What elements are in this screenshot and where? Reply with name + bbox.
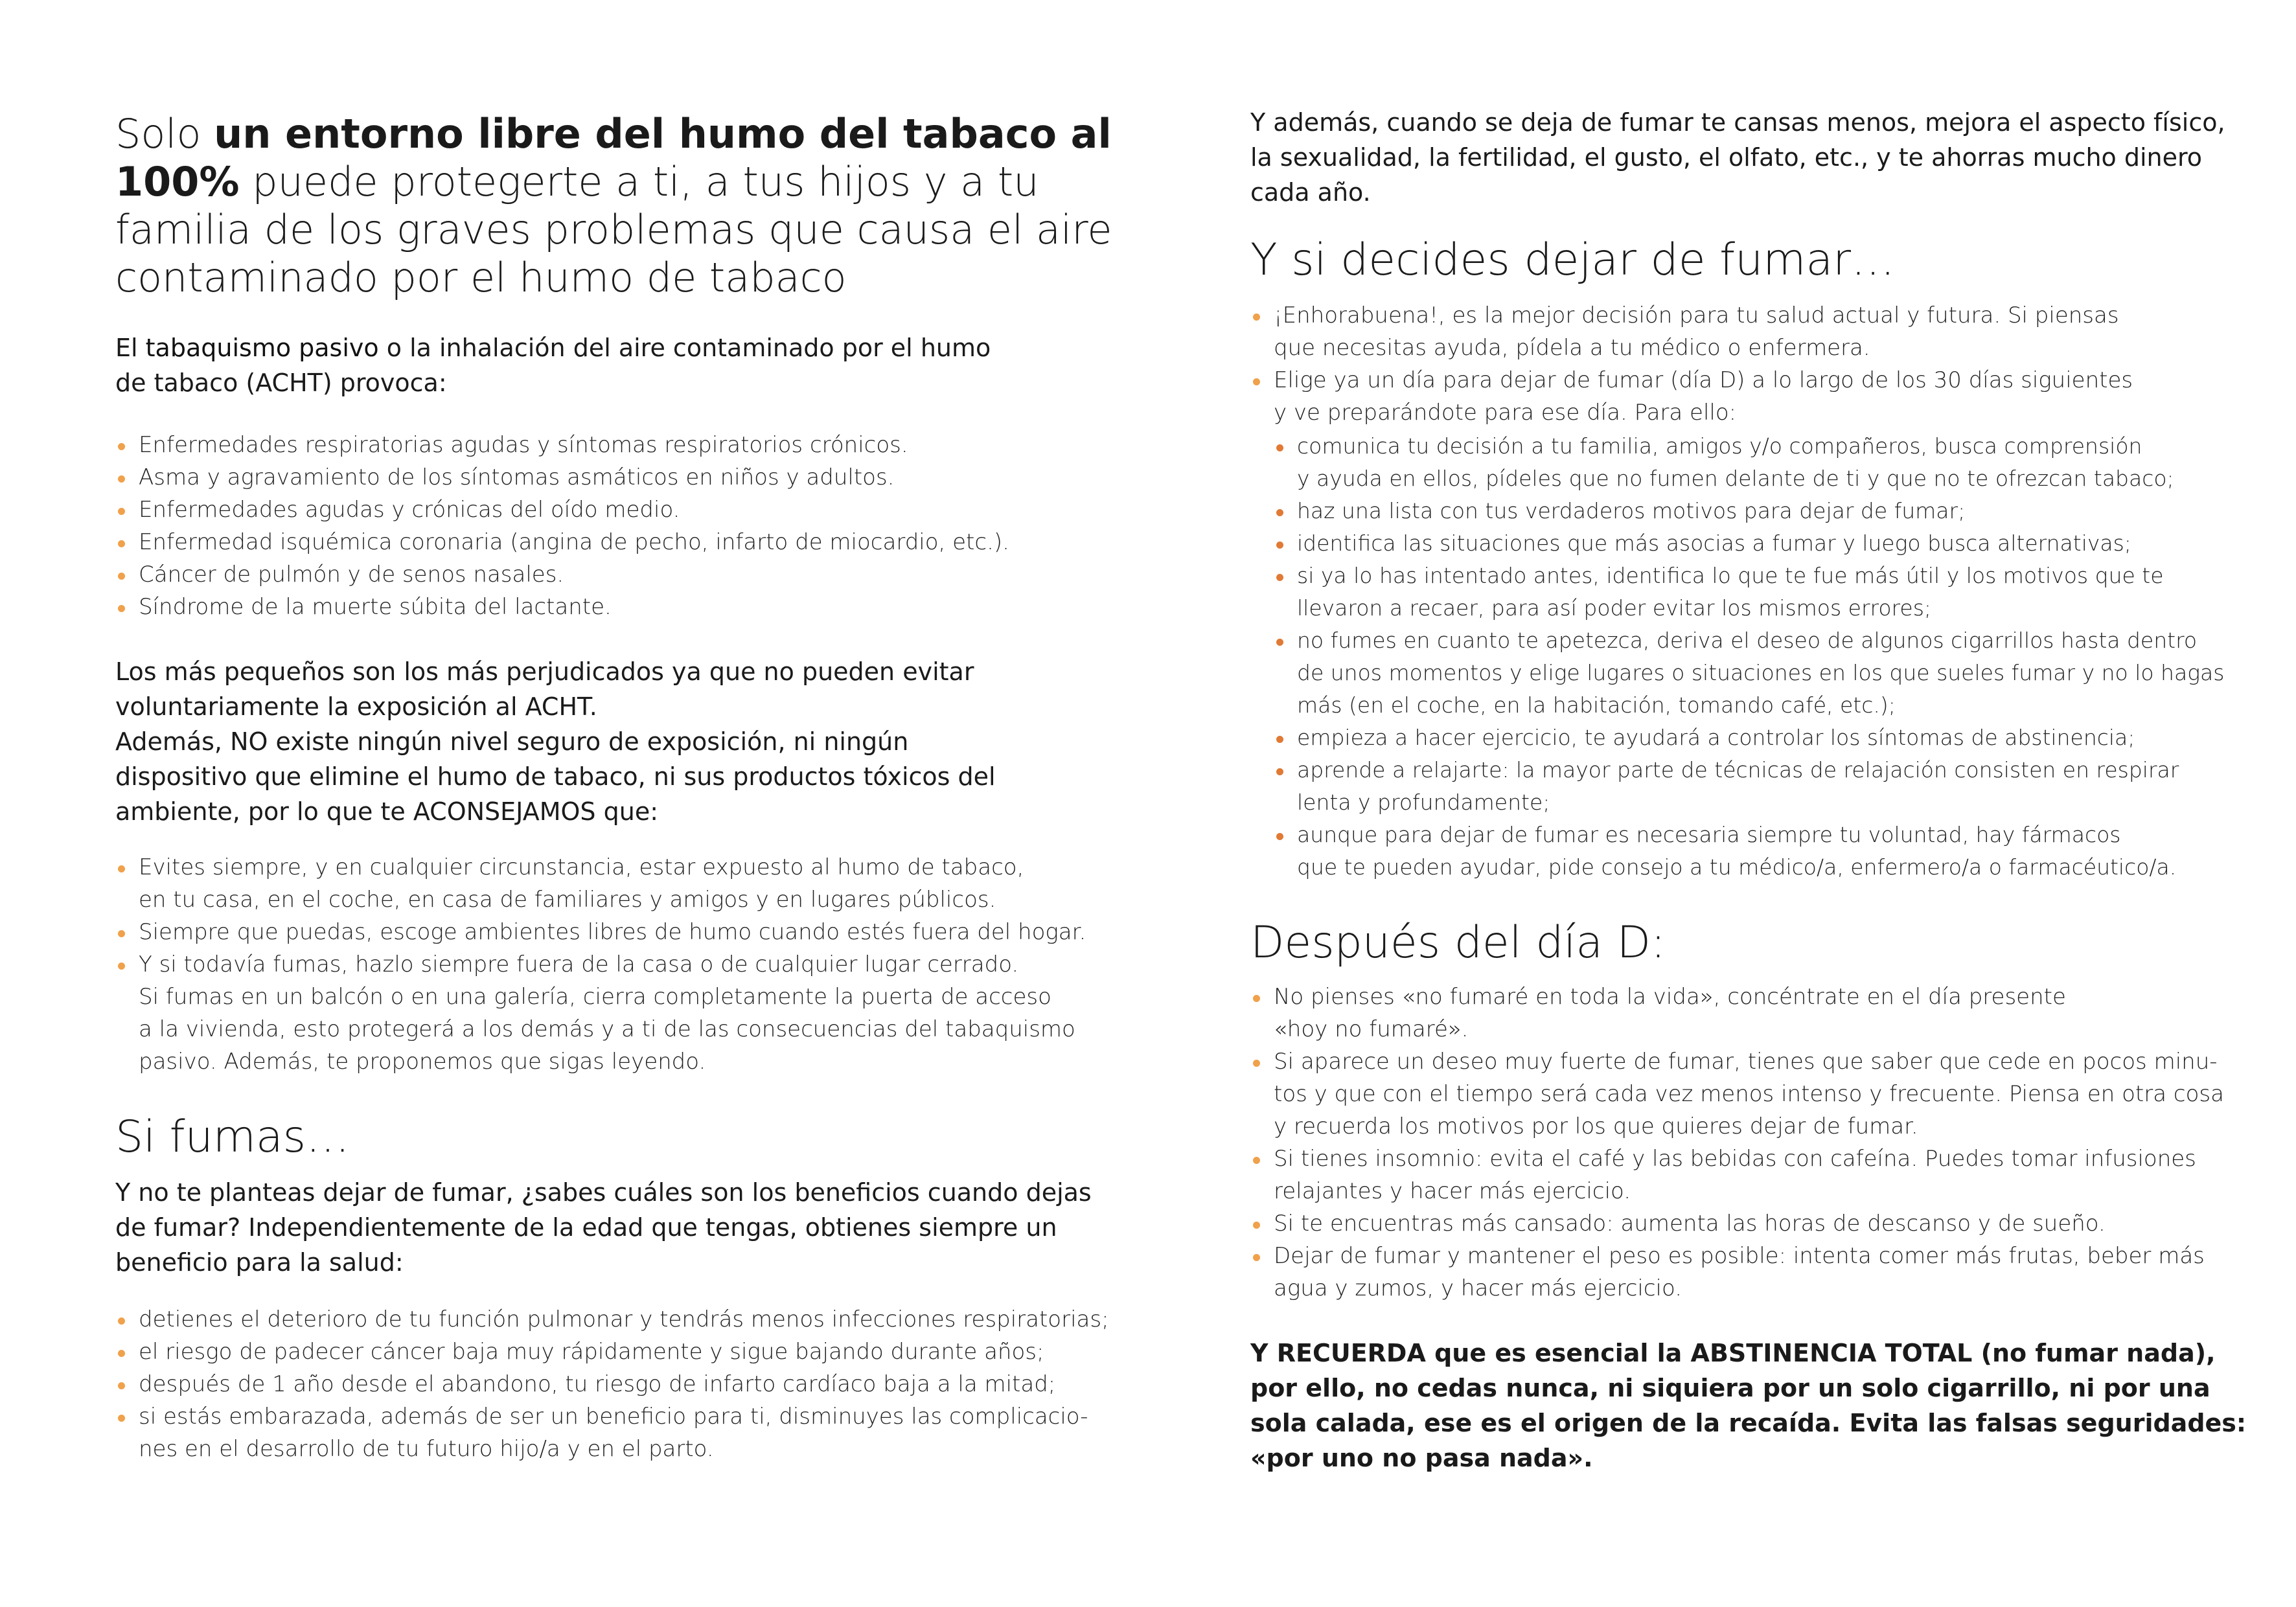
para-ello-list (1250, 430, 2224, 883)
list-item: detienes el deterioro de tu función pulmonar y tendrás menos infecciones respiratorias; (115, 1303, 1109, 1336)
kids-paragraph: Los más pequeños son los más perjudicados ya que no pueden evitar voluntariamente la exposición al ACHT. Además, NO existe ningún nivel seguro de exposición, ni ningún dispositivo que elimine el humo de tabaco, ni sus productos tóxicos del ambiente, por lo que te ACONSEJAMOS que: (115, 657, 996, 826)
title-line-4: contaminado por el humo de tabaco (115, 254, 847, 301)
list-item: Evites siempre, y en cualquier circunstancia, estar expuesto al humo de tabaco, en tu casa, en el coche, en casa de familiares y amigos y en lugares públicos. (115, 851, 1086, 916)
despues-heading: Después del día D: (1250, 917, 1666, 968)
title-line-1: Solo un entorno libre del humo del tabaco al (115, 110, 1112, 157)
si-fumas-heading: Si fumas… (115, 1111, 350, 1163)
list-item: Enfermedades agudas y crónicas del oído medio. (115, 494, 1009, 526)
list-item: Enfermedad isquémica coronaria (angina de pecho, infarto de miocardio, etc.). (115, 526, 1009, 558)
main-title (115, 110, 1112, 302)
list-item: Enfermedades respiratorias agudas y síntomas respiratorios crónicos. (115, 429, 1009, 461)
list-item: el riesgo de padecer cáncer baja muy rápidamente y sigue bajando durante años; (115, 1336, 1109, 1368)
list-item: Asma y agravamiento de los síntomas asmáticos en niños y adultos. (115, 461, 1009, 494)
list-item: ¡Enhorabuena!, es la mejor decisión para tu salud actual y futura. Si piensas que necesitas ayuda, pídela a tu médico o enfermera. (1250, 299, 2133, 364)
list-item: después de 1 año desde el abandono, tu riesgo de infarto cardíaco baja a la mitad; (115, 1368, 1109, 1400)
list-item: No pienses «no fumaré en toda la vida», concéntrate en el día presente «hoy no fumaré». (1250, 981, 2224, 1045)
list-item: haz una lista con tus verdaderos motivos para dejar de fumar; (1250, 495, 2224, 527)
advice-list (115, 851, 1086, 1078)
list-item: Dejar de fumar y mantener el peso es posible: intenta comer más frutas, beber más agua y zumos, y hacer más ejercicio. (1250, 1240, 2224, 1305)
intro-paragraph: El tabaquismo pasivo o la inhalación del aire contaminado por el humo de tabaco (ACHT) provoca: (115, 334, 991, 397)
list-item: Si tienes insomnio: evita el café y las bebidas con cafeína. Puedes tomar infusiones relajantes y hacer más ejercicio. (1250, 1143, 2224, 1207)
effects-list (115, 429, 1009, 623)
list-item: no fumes en cuanto te apetezca, deriva el deseo de algunos cigarrillos hasta dentro de unos momentos y elige lugares o situaciones en los que sueles fumar y no lo hagas más (en el coche, en la habitación, tomando café, etc.); (1250, 624, 2224, 722)
benefits-list (115, 1303, 1109, 1465)
list-item: Si te encuentras más cansado: aumenta las horas de descanso y de sueño. (1250, 1207, 2224, 1240)
list-item: si estás embarazada, además de ser un beneficio para ti, disminuyes las complicacio- nes en el desarrollo de tu futuro hijo/a y en el parto. (115, 1400, 1109, 1465)
list-item: aunque para dejar de fumar es necesaria siempre tu voluntad, hay fármacos que te pueden ayudar, pide consejo a tu médico/a, enfermero/a o farmacéutico/a. (1250, 819, 2224, 883)
list-item: empieza a hacer ejercicio, te ayudará a controlar los síntomas de abstinencia; (1250, 722, 2224, 754)
si-fumas-paragraph: Y no te planteas dejar de fumar, ¿sabes cuáles son los beneficios cuando dejas de fumar? Independientemente de la edad que tengas, obtienes siempre un beneficio para la salud: (115, 1178, 1092, 1277)
list-item: Siempre que puedas, escoge ambientes libres de humo cuando estés fuera del hogar. (115, 916, 1086, 948)
list-item: Si aparece un deseo muy fuerte de fumar, tienes que saber que cede en pocos minu- tos y que con el tiempo será cada vez menos intenso y frecuente. Piensa en otra cosa y recuerda los motivos por los que quieres dejar de fumar. (1250, 1045, 2224, 1143)
benefits-continued-paragraph: Y además, cuando se deja de fumar te cansas menos, mejora el aspecto físico, la sexualidad, la fertilidad, el gusto, el olfato, etc., y te ahorras mucho dinero cada año. (1250, 108, 2225, 207)
list-item: si ya lo has intentado antes, identifica lo que te fue más útil y los motivos que te llevaron a recaer, para así poder evitar los mismos errores; (1250, 560, 2224, 624)
list-item: aprende a relajarte: la mayor parte de técnicas de relajación consisten en respirar lenta y profundamente; (1250, 754, 2224, 819)
list-item: Cáncer de pulmón y de senos nasales. (115, 558, 1009, 591)
list-item: comunica tu decisión a tu familia, amigos y/o compañeros, busca comprensión y ayuda en ellos, pídeles que no fumen delante de ti y que no te ofrezcan tabaco; (1250, 430, 2224, 495)
recuerda-paragraph: Y RECUERDA que es esencial la ABSTINENCIA TOTAL (no fumar nada), por ello, no cedas nunca, ni siquiera por un solo cigarrillo, ni por una sola calada, ese es el origen de la recaída. Evita las falsas seguridades: «por uno no pasa nada». (1250, 1339, 2247, 1472)
list-item: identifica las situaciones que más asocias a fumar y luego busca alternativas; (1250, 527, 2224, 560)
list-item: Y si todavía fumas, hazlo siempre fuera de la casa o de cualquier lugar cerrado. Si fumas en un balcón o en una galería, cierra completamente la puerta de acceso a la vivienda, esto protegerá a los demás y a ti de las consecuencias del tabaquismo pasivo. Además, te proponemos que sigas leyendo. (115, 948, 1086, 1078)
decides-list (1250, 299, 2133, 429)
despues-list (1250, 981, 2224, 1305)
list-item: Elige ya un día para dejar de fumar (día D) a lo largo de los 30 días siguientes y ve preparándote para ese día. Para ello: (1250, 364, 2133, 429)
title-line-3: familia de los graves problemas que causa el aire (115, 206, 1112, 253)
list-item: Síndrome de la muerte súbita del lactante. (115, 591, 1009, 623)
decides-heading: Y si decides dejar de fumar… (1250, 234, 1896, 286)
title-line-2: 100% puede protegerte a ti, a tus hijos y a tu (115, 158, 1039, 205)
